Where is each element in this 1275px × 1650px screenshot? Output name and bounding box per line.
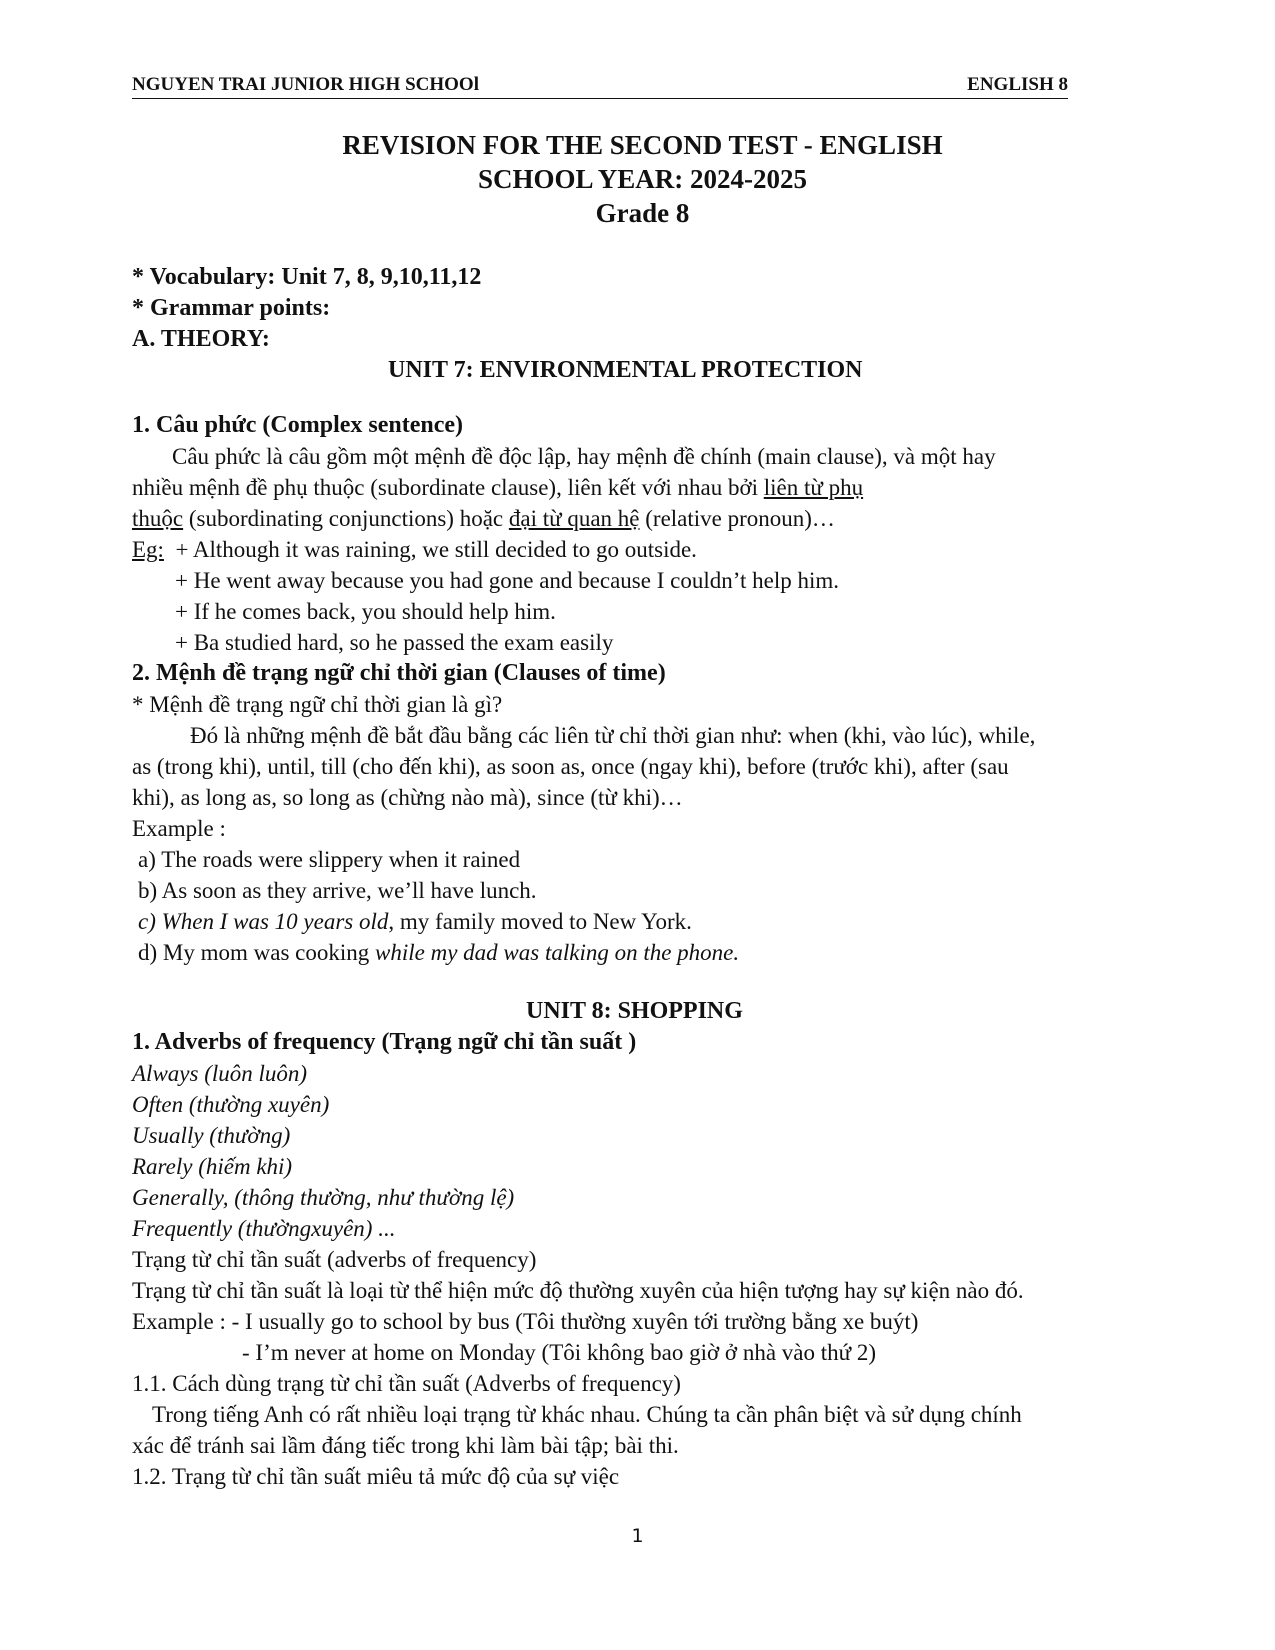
- text-run: (subordinating conjunctions) hoặc: [183, 506, 509, 531]
- italic-text: c) When I was 10 years old: [138, 909, 389, 934]
- underlined-term: thuộc: [132, 506, 184, 531]
- adverb-item: Frequently (thườngxuyên) ...: [132, 1216, 396, 1241]
- example-line: [132, 534, 1192, 565]
- page-header: [132, 74, 1068, 99]
- paragraph-line: [132, 472, 1192, 503]
- grade-label: Grade 8: [595, 198, 690, 228]
- school-name: NGUYEN TRAI JUNIOR HIGH SCHOOl: [132, 74, 479, 95]
- theory-heading: A. THEORY:: [132, 326, 270, 352]
- school-year: SCHOOL YEAR: 2024-2025: [477, 164, 808, 194]
- paragraph-line: Trạng từ chỉ tần suất (adverbs of frequency): [132, 1247, 537, 1272]
- paragraph-line: khi), as long as, so long as (chừng nào mà), since (từ khi)…: [132, 785, 683, 810]
- unit8-heading: UNIT 8: SHOPPING: [526, 998, 743, 1024]
- italic-text: while my dad was talking on the phone.: [375, 940, 740, 965]
- example-text: + Although it was raining, we still decided to go outside.: [175, 537, 697, 562]
- subsection-heading: 1.2. Trạng từ chỉ tần suất miêu tả mức độ của sự việc: [132, 1464, 620, 1489]
- subject-label: ENGLISH 8: [967, 74, 1068, 95]
- grammar-line: * Grammar points:: [132, 295, 331, 321]
- example-line: Example : - I usually go to school by bus (Tôi thường xuyên tới trường bằng xe buýt): [132, 1309, 919, 1334]
- adverb-item: Generally, (thông thường, như thường lệ): [132, 1185, 515, 1210]
- example-line: [132, 937, 1192, 968]
- adverb-item: Usually (thường): [132, 1123, 291, 1148]
- adverb-item: Always (luôn luôn): [132, 1061, 308, 1086]
- text-run: , my family moved to New York.: [388, 909, 692, 934]
- example-line: a) The roads were slippery when it rained: [138, 847, 521, 872]
- example-line: + He went away because you had gone and because I couldn’t help him.: [175, 568, 839, 593]
- example-line: + If he comes back, you should help him.: [175, 599, 556, 624]
- text-run: nhiều mệnh đề phụ thuộc (subordinate clause), liên kết với nhau bởi: [132, 475, 764, 500]
- text-run: d) My mom was cooking: [138, 940, 376, 965]
- example-line: [132, 906, 1192, 937]
- unit7-heading: UNIT 7: ENVIRONMENTAL PROTECTION: [388, 357, 863, 383]
- document-body: [132, 262, 1192, 1492]
- adverb-item: Rarely (hiếm khi): [132, 1154, 293, 1179]
- underlined-term: liên từ phụ: [763, 475, 864, 500]
- vocabulary-line: * Vocabulary: Unit 7, 8, 9,10,11,12: [132, 264, 482, 290]
- adverb-item: Often (thường xuyên): [132, 1092, 330, 1117]
- paragraph-line: xác để tránh sai lầm đáng tiếc trong khi làm bài tập; bài thi.: [132, 1433, 679, 1458]
- paragraph-line: Trạng từ chỉ tần suất là loại từ thể hiện mức độ thường xuyên của hiện tượng hay sự kiện nào đó.: [132, 1278, 1024, 1303]
- paragraph-line: [132, 503, 1192, 534]
- paragraph-line: Đó là những mệnh đề bắt đầu bằng các liên từ chỉ thời gian như: when (khi, vào lúc), while,: [190, 723, 1036, 748]
- paragraph-line: Câu phức là câu gồm một mệnh đề độc lập, hay mệnh đề chính (main clause), và một hay: [172, 444, 996, 469]
- example-line: b) As soon as they arrive, we’ll have lunch.: [138, 878, 537, 903]
- paragraph-line: as (trong khi), until, till (cho đến khi), as soon as, once (ngay khi), before (trước khi), after (sau: [132, 754, 1009, 779]
- underlined-term: đại từ quan hệ: [508, 506, 640, 531]
- page-number: 1: [631, 1525, 644, 1547]
- paragraph-line: Trong tiếng Anh có rất nhiều loại trạng từ khác nhau. Chúng ta cần phân biệt và sử dụng chính: [152, 1402, 1022, 1427]
- example-label: Example :: [132, 816, 226, 841]
- question-line: * Mệnh đề trạng ngữ chỉ thời gian là gì?: [132, 692, 503, 717]
- subsection-heading: 1.1. Cách dùng trạng từ chỉ tần suất (Adverbs of frequency): [132, 1371, 681, 1396]
- example-line: - I’m never at home on Monday (Tôi không bao giờ ở nhà vào thứ 2): [242, 1340, 877, 1365]
- example-line: + Ba studied hard, so he passed the exam easily: [175, 630, 614, 655]
- section-heading: 1. Adverbs of frequency (Trạng ngữ chỉ tần suất ): [132, 1029, 637, 1055]
- document-title: REVISION FOR THE SECOND TEST - ENGLISH: [342, 130, 943, 160]
- section-heading: 1. Câu phức (Complex sentence): [132, 412, 464, 438]
- section-heading: 2. Mệnh đề trạng ngữ chỉ thời gian (Clauses of time): [132, 660, 666, 686]
- text-run: (relative pronoun)…: [639, 506, 835, 531]
- eg-label: Eg:: [132, 537, 164, 562]
